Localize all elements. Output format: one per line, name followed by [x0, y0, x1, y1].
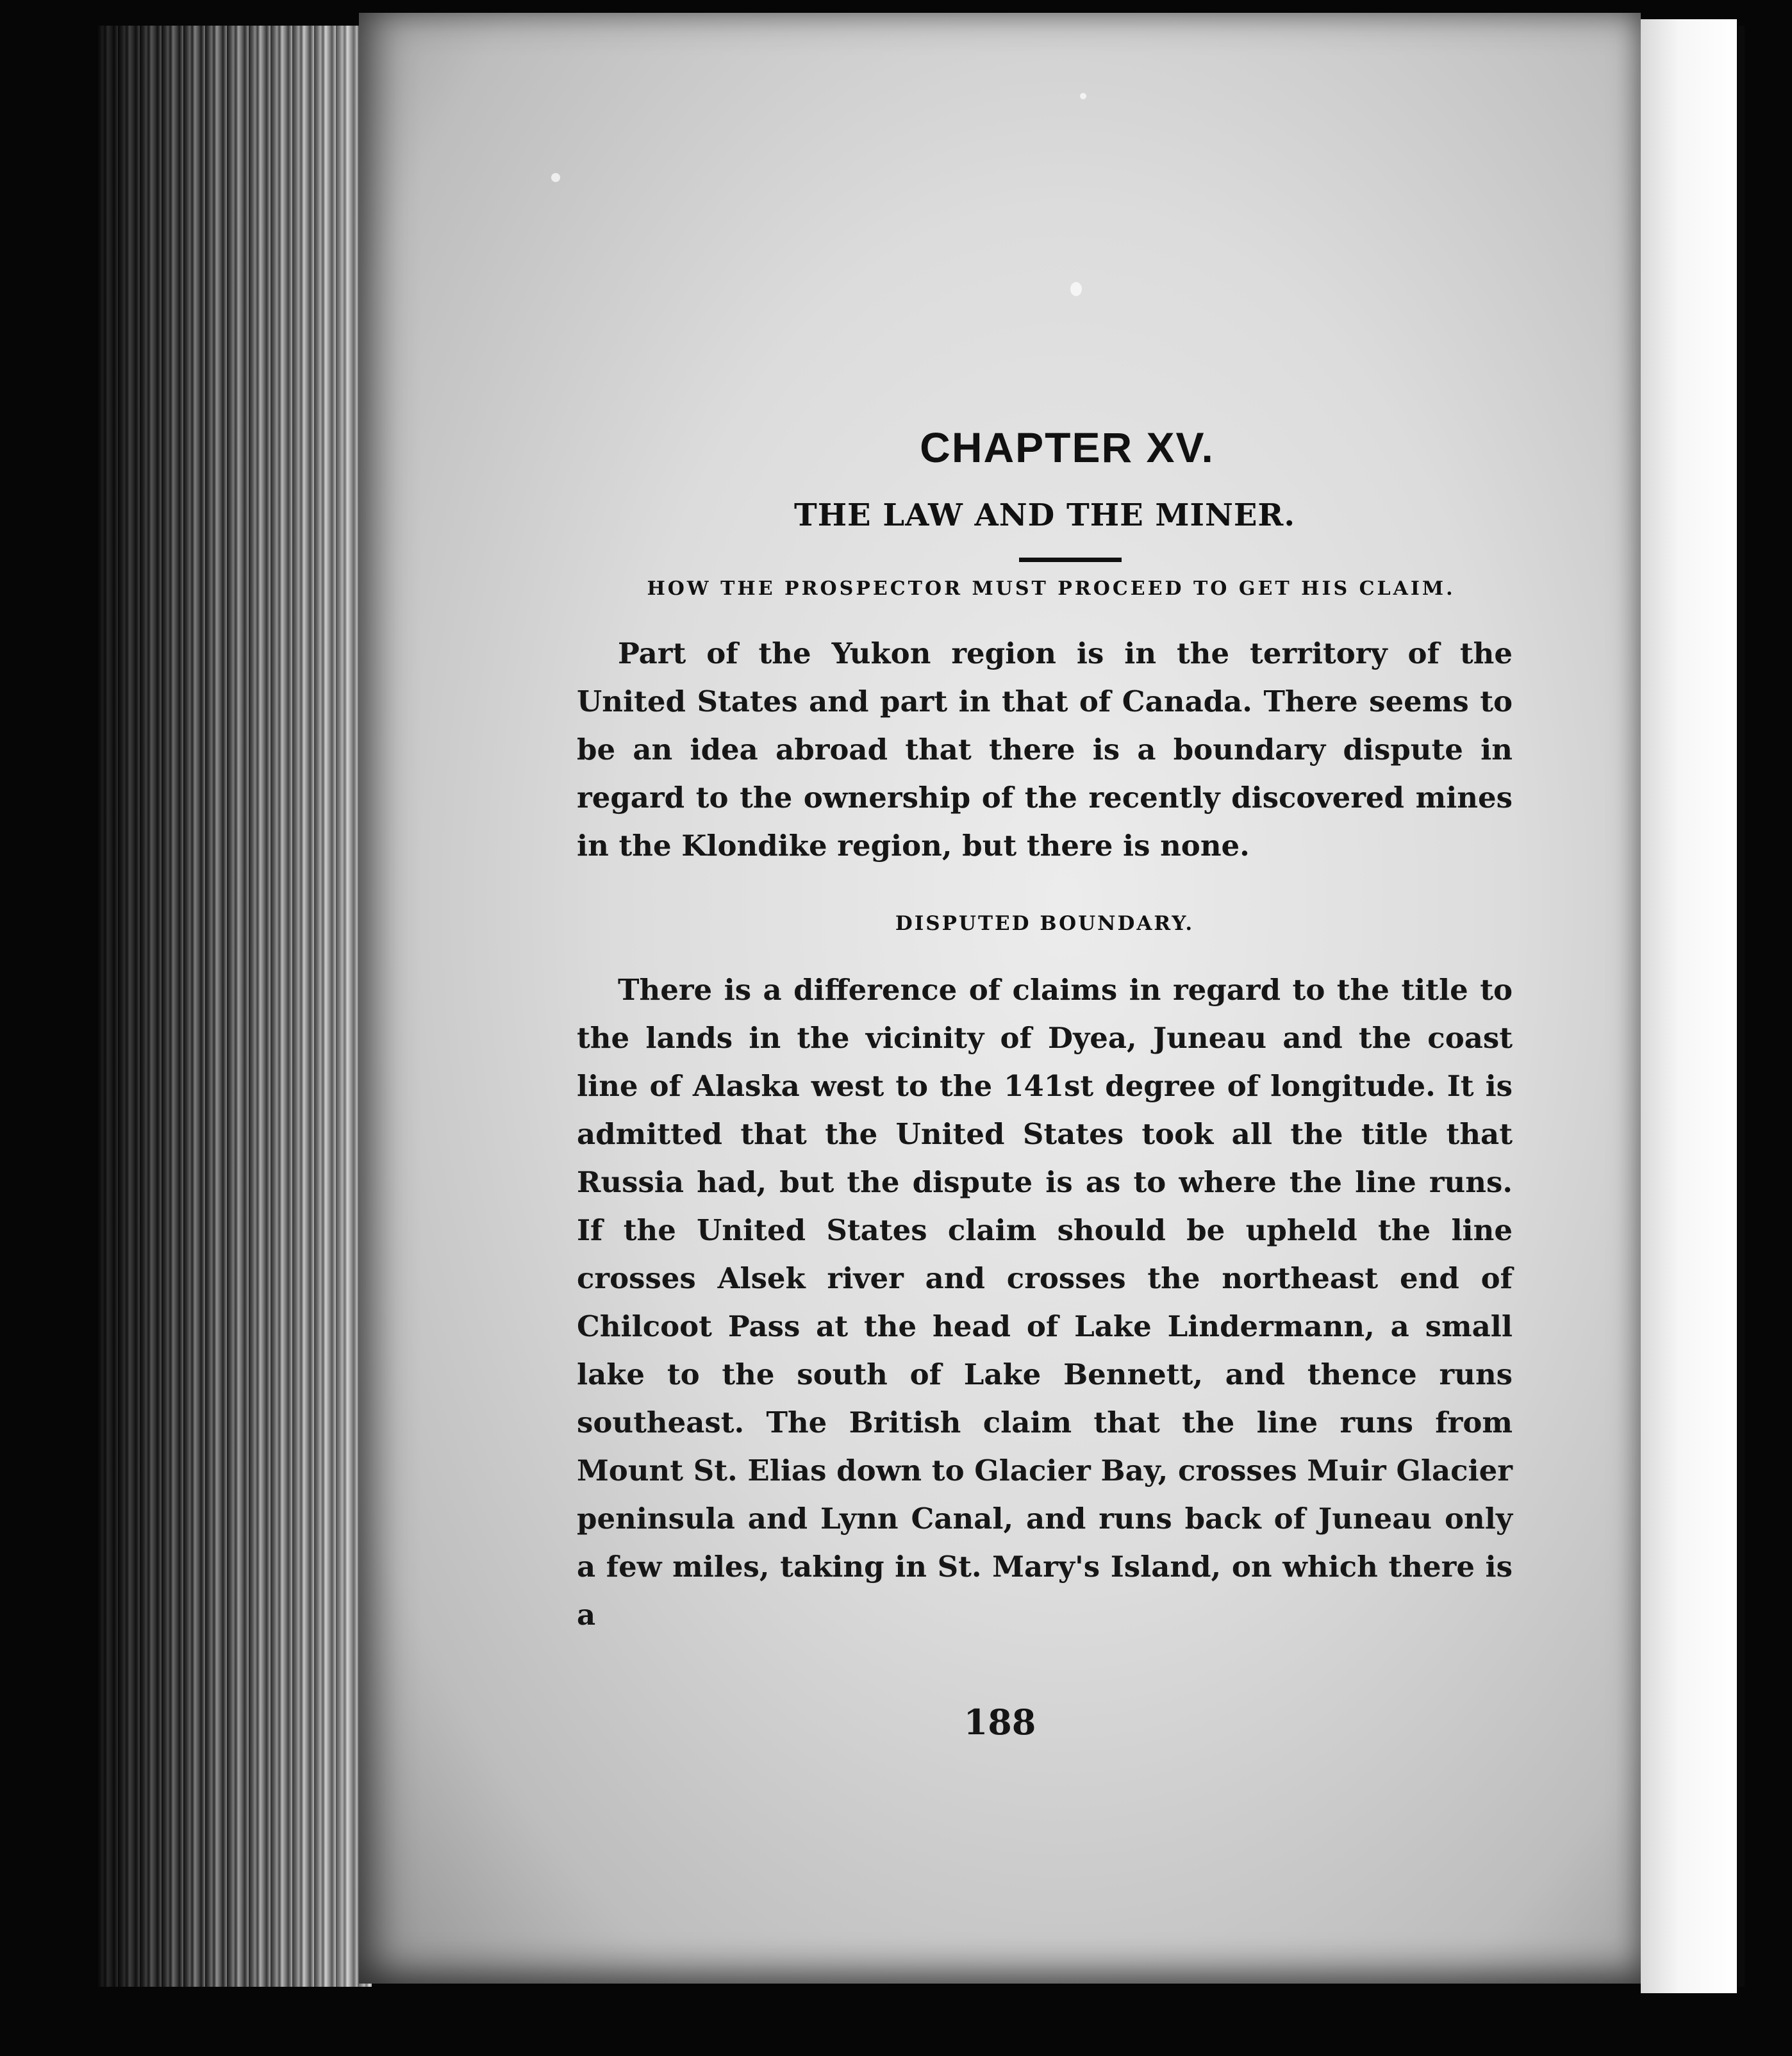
boundary-paragraph: There is a difference of claims in regard to the title to the lands in the vicinity of Dyea, Juneau and the coast line of Alaska west to the 141st degree of longitude. It is admitted that the United States took all the title that Russia had, but the dispute is as to where the line runs. If the United States claim should be upheld the line crosses Alsek river and crosses the northeast end of Chilcoot Pass at the head of Lake Lindermann, a small lake to the south of Lake Bennett, and thence runs southeast. The British claim that the line runs from Mount St. Elias down to Glacier Bay, crosses Muir Glacier peninsula and Lynn Canal, and runs back of Juneau only a few miles, taking in St. Mary's Island, on which there is a [577, 973, 1513, 1632]
page-edges-shadow [96, 26, 372, 1987]
chapter-subtitle: HOW THE PROSPECTOR MUST PROCEED TO GET HIS CLAIM. [647, 577, 1456, 600]
section-heading: DISPUTED BOUNDARY. [895, 912, 1195, 935]
intro-paragraph: Part of the Yukon region is in the territory of the United States and part in that of Canada. There seems to be an idea abroad that there is a boundary dispute in regard to the ownership of the recently discovered mines in the Klondike region, but there is none. [577, 636, 1513, 863]
chapter-title: THE LAW AND THE MINER. [793, 497, 1296, 533]
dust-speck [551, 173, 560, 182]
facing-page-edge [1641, 19, 1737, 1993]
page-number: 188 [963, 1702, 1036, 1743]
gutter-line [1738, 26, 1745, 1987]
chapter-number: CHAPTER XV. [920, 424, 1215, 471]
dust-speck [1080, 93, 1086, 99]
page-content [577, 423, 1513, 1639]
dust-speck [1070, 282, 1082, 296]
book-page [359, 13, 1641, 1984]
title-rule [1019, 558, 1122, 562]
